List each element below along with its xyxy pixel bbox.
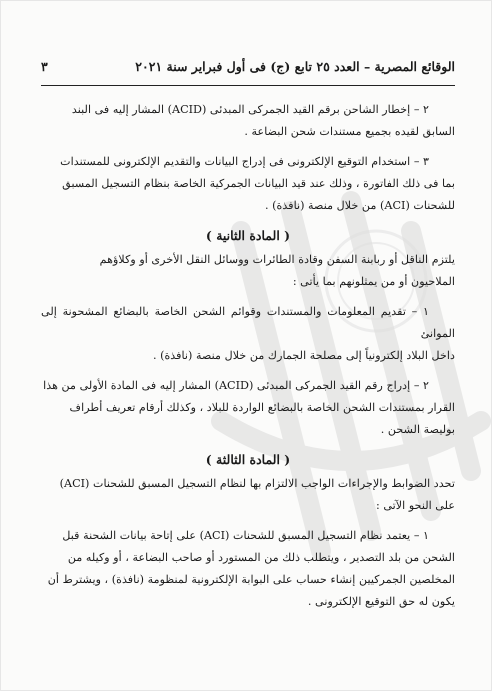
paragraph-line: ٢ – إخطار الشاحن برقم القيد الجمركى المبدئى (ACID) المشار إليه فى البند	[71, 103, 429, 116]
article-heading: ( المادة الثانية )	[205, 228, 291, 243]
page-header	[41, 59, 455, 74]
article-heading: ( المادة الثالثة )	[205, 452, 291, 467]
gazette-title: الوقائع المصرية – العدد ٢٥ تابع (ج) فى أول فبراير سنة ٢٠٢١	[135, 59, 455, 74]
paragraph-line: يكون له حق التوقيع الإلكترونى .	[307, 595, 455, 608]
paragraph-line: ١ – يعتمد نظام التسجيل المسبق للشحنات (ACI) على إتاحة بيانات الشحنة قبل	[62, 529, 429, 542]
paragraph-line: القرار بمستندات الشحن الخاصة بالبضائع الواردة للبلاد ، وكذلك أرقام تعريف أطراف	[69, 401, 455, 414]
paragraph-line: ٢ – إدراج رقم القيد الجمركى المبدئى (ACID) المشار إليه فى المادة الأولى من هذا	[43, 379, 429, 392]
page-number: ٣	[41, 59, 48, 74]
paragraph-line: بوليصة الشحن .	[380, 423, 455, 436]
header-divider	[41, 85, 455, 86]
paragraph-line: الشحن من بلد التصدير ، ويتطلب ذلك من المستورد أو صاحب البضاعة ، أو وكيله من	[67, 551, 455, 564]
paragraph-line: يلتزم الناقل أو ربابنة السفن وقادة الطائرات ووسائل النقل الأخرى أو وكلاؤهم	[99, 253, 455, 266]
paragraph-line: على النحو الآتى :	[376, 499, 455, 512]
paragraph-line: بما فى ذلك الفاتورة ، وذلك عند قيد البيانات الجمركية الخاصة بنظام التسجيل المسبق	[62, 177, 455, 190]
paragraph-line: الملاحيون أو من يمثلونهم بما يأتى :	[292, 275, 455, 288]
paragraph-line: للشحنات (ACI) من خلال منصة (نافذة) .	[265, 199, 455, 212]
paragraph-line: المخلصين الجمركيين إنشاء حساب على البوابة الإلكترونية لمنظومة (نافذة) ، ويشترط أن	[47, 573, 455, 586]
document-body	[41, 99, 455, 613]
paragraph-line: ٣ – استخدام التوقيع الإلكترونى فى إدراج البيانات والتقديم الإلكترونى للمستندات	[60, 155, 429, 168]
paragraph-line: السابق لقيده بجميع مستندات شحن البضاعة .	[244, 125, 455, 138]
paragraph-line: تحدد الضوابط والإجراءات الواجب الالتزام بها لنظام التسجيل المسبق للشحنات (ACI)	[59, 477, 455, 490]
paragraph-line: داخل البلاد إلكترونياً إلى مصلحة الجمارك من خلال منصة (نافذة) .	[152, 349, 455, 362]
paragraph-line: ١ – تقديم المعلومات والمستندات وقوائم الشحن الخاصة بالبضائع المشحونة إلى الموانئ	[41, 305, 455, 340]
